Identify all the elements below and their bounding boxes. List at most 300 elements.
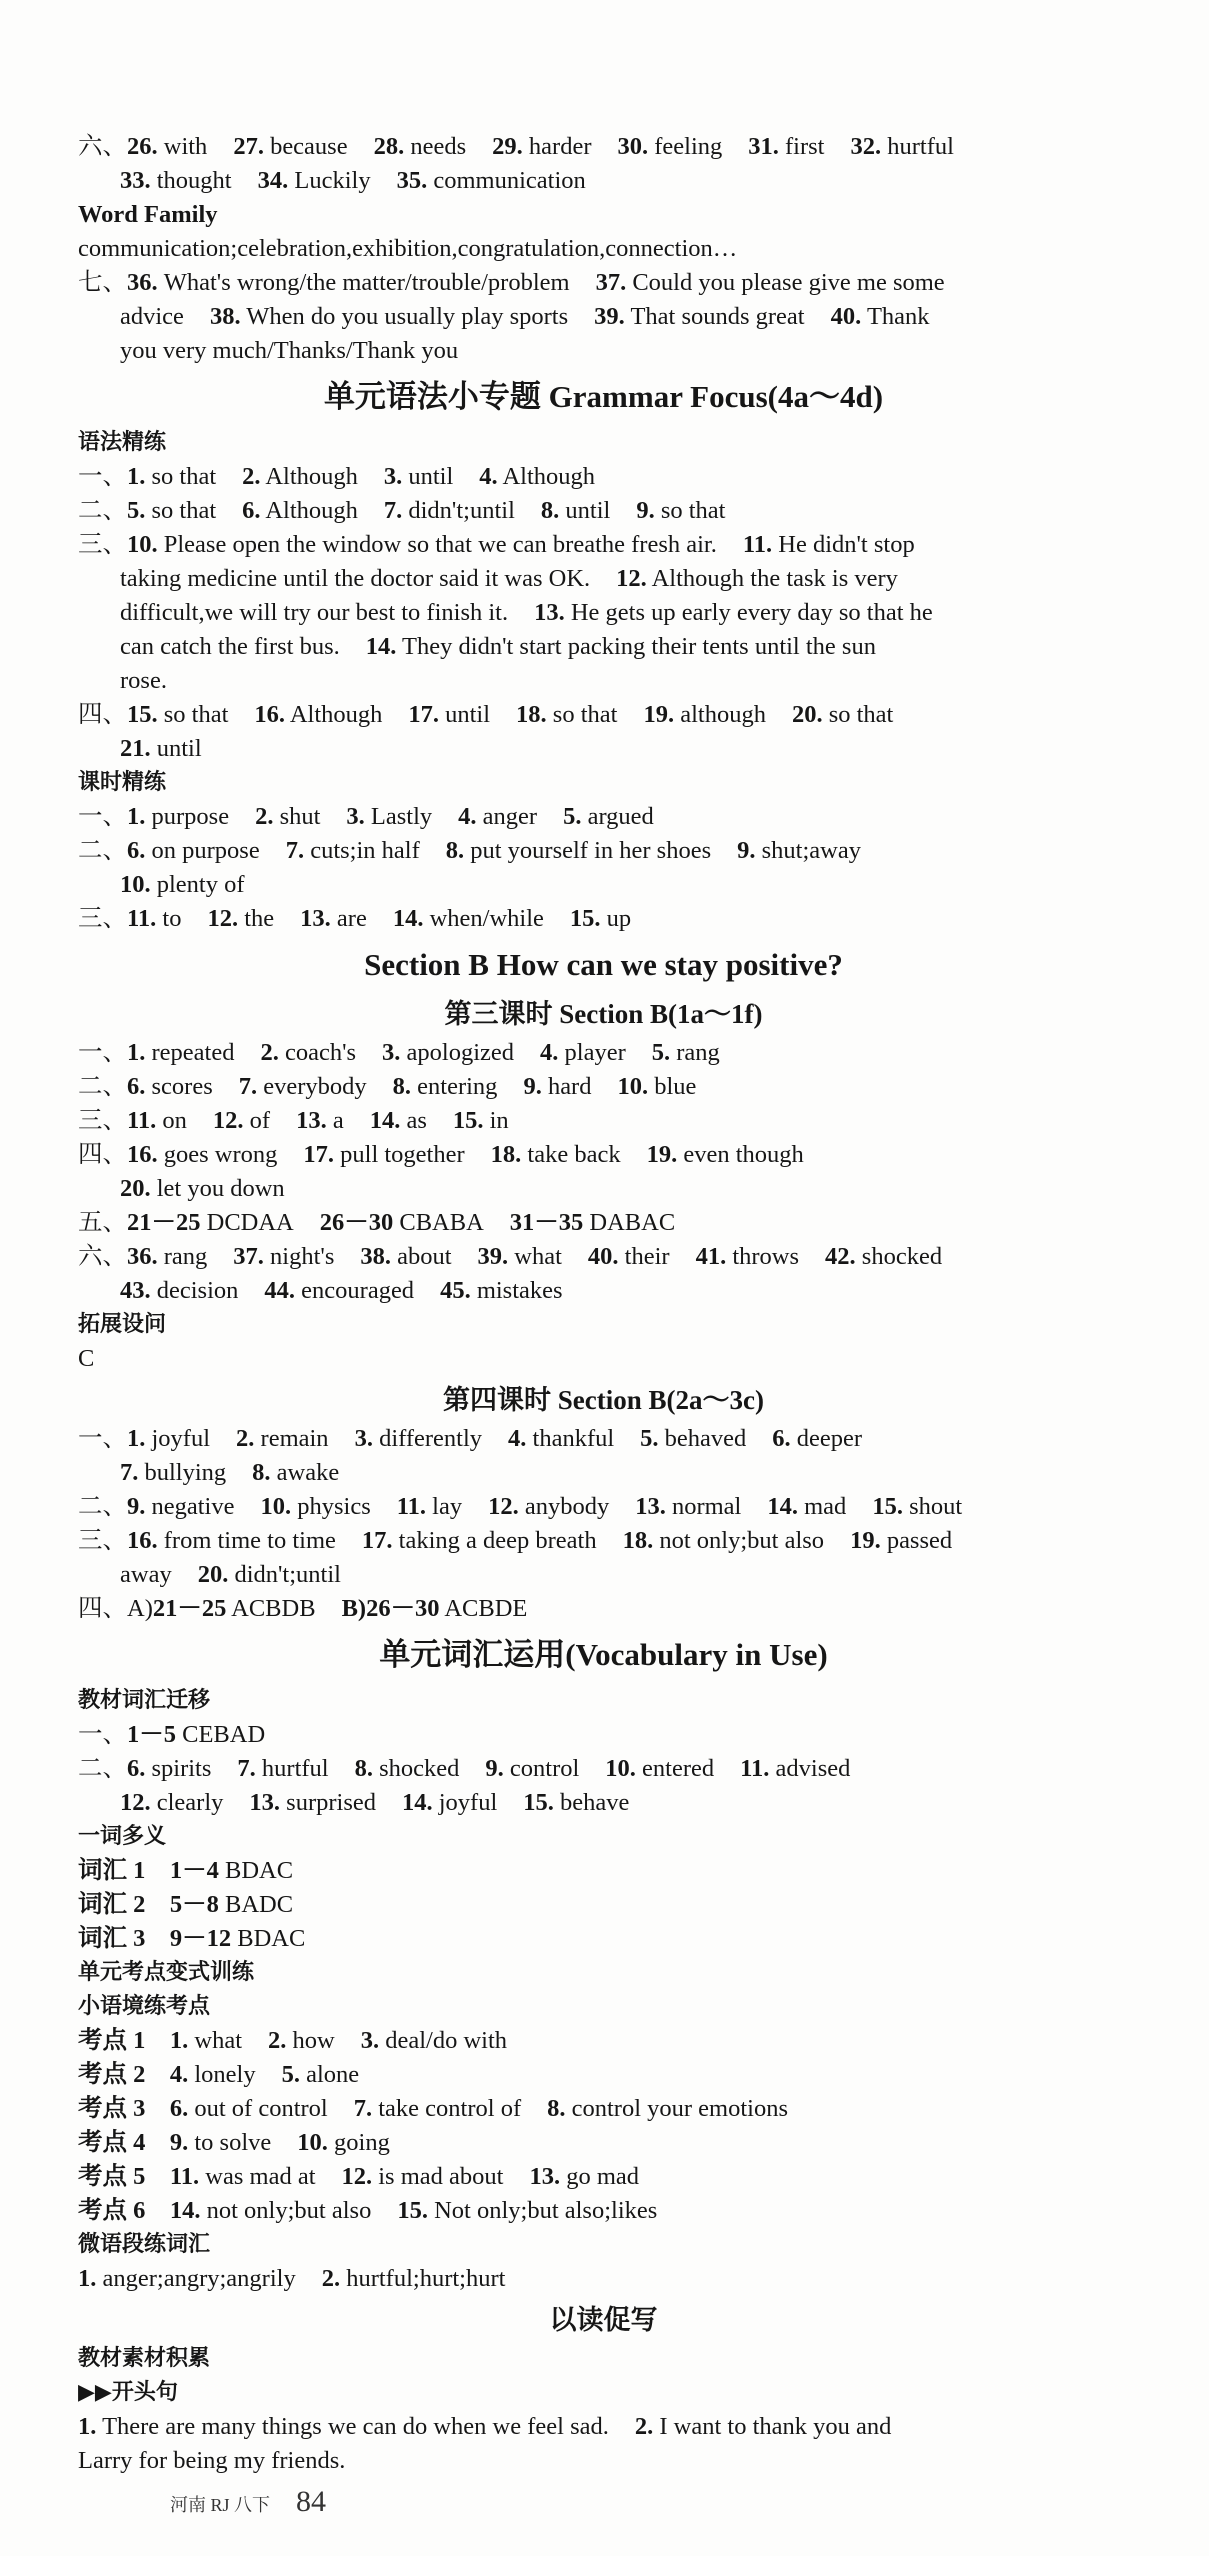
item-number: 1.	[169, 2027, 189, 2054]
item-number: 17.	[408, 701, 439, 728]
item-answer: ACBDB	[231, 1595, 316, 1622]
answer-line	[78, 266, 1129, 300]
answer-item	[370, 1107, 427, 1134]
answer-item	[207, 905, 274, 932]
item-answer: CBABA	[399, 1209, 484, 1236]
item-answer: hurtful;hurt;hurt	[346, 2265, 506, 2292]
answer-item	[198, 1561, 341, 1588]
answer-item	[127, 905, 181, 932]
item-number: 3.	[346, 803, 365, 830]
question-group-label: 七、	[78, 269, 127, 296]
answer-item	[740, 1755, 850, 1782]
item-number: 14.	[392, 905, 424, 932]
item-answer: BDAC	[225, 1857, 294, 1884]
item-number: 38.	[209, 303, 241, 330]
item-number: 36.	[127, 269, 158, 296]
item-answer: BADC	[225, 1891, 294, 1918]
item-answer: put yourself in her shoes	[470, 837, 712, 864]
item-answer: differently	[379, 1425, 483, 1452]
answer-line	[78, 1240, 1129, 1274]
answer-content	[78, 130, 1129, 2478]
item-answer: thankful	[532, 1425, 615, 1452]
item-number: 14.	[169, 2197, 201, 2224]
answer-line	[78, 630, 1129, 664]
answer-item	[355, 1425, 482, 1452]
item-answer: player	[564, 1039, 626, 1066]
answer-line	[78, 1922, 1129, 1956]
answer-line	[78, 800, 1129, 834]
item-number: 10.	[260, 1493, 292, 1520]
item-answer: Please open the window so that we can breathe fresh air.	[163, 531, 717, 558]
item-number: 27.	[233, 133, 264, 160]
item-answer: can catch the first bus.	[120, 633, 340, 660]
item-number: 39.	[477, 1243, 509, 1270]
answer-item	[397, 2197, 657, 2224]
answer-item	[696, 1243, 799, 1270]
item-number: 19.	[643, 701, 675, 728]
question-group-label: 四、A)	[78, 1595, 153, 1622]
item-number: 11.	[742, 531, 773, 558]
question-group-label: 二、	[78, 837, 127, 864]
answer-item	[605, 1755, 714, 1782]
answer-item	[458, 803, 537, 830]
answer-item	[252, 1459, 339, 1486]
answer-item	[120, 1789, 223, 1816]
item-answer: anybody	[524, 1493, 610, 1520]
answer-item	[640, 1425, 746, 1452]
item-answer: not only;but also	[659, 1527, 825, 1554]
item-number: 36.	[127, 1243, 158, 1270]
answer-item	[635, 2413, 892, 2440]
item-number: 37.	[595, 269, 627, 296]
answer-item	[255, 803, 320, 830]
answer-item	[127, 497, 216, 524]
text-line: communication;celebration,exhibition,congratulation,connection…	[78, 235, 738, 262]
item-answer: until	[565, 497, 611, 524]
answer-item	[120, 633, 340, 660]
answer-item	[382, 1039, 514, 1066]
answer-item	[170, 2163, 316, 2190]
item-number: 13.	[534, 599, 565, 626]
item-number: 20.	[120, 1175, 151, 1202]
item-number: 9.	[127, 1493, 146, 1520]
item-number: 6.	[127, 1755, 146, 1782]
question-group-label: 五、	[78, 1209, 127, 1236]
answer-line	[78, 1456, 1129, 1490]
item-answer: because	[270, 133, 348, 160]
lesson-heading: 第四课时 Section B(2a～3c)	[443, 1385, 764, 1415]
answer-line	[78, 1854, 1129, 1888]
item-answer: about	[397, 1243, 452, 1270]
question-group-label: 一、	[78, 463, 127, 490]
item-answer: entered	[642, 1755, 715, 1782]
item-answer: Not only;but also;likes	[434, 2197, 658, 2224]
item-number: 9－12	[169, 1925, 232, 1952]
item-number: 7.	[383, 497, 403, 524]
item-answer: I want to thank you and	[659, 2413, 892, 2440]
item-answer: shut	[279, 803, 321, 830]
answer-item	[748, 133, 824, 160]
item-answer: so that	[163, 701, 229, 728]
answer-item	[616, 565, 898, 592]
answer-line	[78, 1274, 1129, 1308]
item-number: B)26－30	[341, 1595, 440, 1622]
item-answer: mistakes	[476, 1277, 563, 1304]
question-group-label: 三、	[78, 1527, 127, 1554]
question-group-label: 二、	[78, 1493, 127, 1520]
item-number: 12.	[341, 2163, 373, 2190]
answer-item	[446, 837, 711, 864]
answer-item	[563, 803, 654, 830]
item-answer: Luckily	[294, 167, 371, 194]
item-answer: so that	[552, 701, 618, 728]
item-number: 17.	[303, 1141, 335, 1168]
item-answer: advised	[775, 1755, 851, 1782]
item-number: 10.	[617, 1073, 649, 1100]
item-number: 1－4	[169, 1857, 219, 1884]
text-line: C	[78, 1345, 95, 1372]
answer-item	[78, 2413, 609, 2440]
answer-item	[594, 303, 805, 330]
answer-item	[120, 167, 232, 194]
item-number: 37.	[233, 1243, 264, 1270]
item-number: 7.	[238, 1073, 258, 1100]
item-answer: hard	[547, 1073, 592, 1100]
item-answer: Although	[265, 497, 358, 524]
item-number: 7.	[120, 1459, 139, 1486]
item-number: 2.	[268, 2027, 287, 2054]
item-answer: Although	[289, 701, 383, 728]
item-answer: to	[162, 905, 182, 932]
answer-item	[479, 463, 595, 490]
answer-line	[78, 664, 1129, 698]
answer-line	[78, 1592, 1129, 1626]
item-number: 8.	[547, 2095, 566, 2122]
item-answer: are	[336, 905, 367, 932]
item-answer: control	[509, 1755, 580, 1782]
item-number: 6.	[169, 2095, 189, 2122]
item-number: 15.	[127, 701, 158, 728]
answer-item	[362, 1527, 597, 1554]
item-number: 14.	[365, 633, 397, 660]
item-number: 16.	[254, 701, 286, 728]
item-answer: rose.	[120, 667, 167, 694]
point-label: 考点 2	[78, 2061, 146, 2088]
item-number: 26－30	[319, 1209, 394, 1236]
answer-item	[623, 1527, 824, 1554]
answer-item	[850, 1527, 952, 1554]
answer-item	[127, 269, 570, 296]
item-number: 14.	[767, 1493, 798, 1520]
answer-item	[127, 837, 260, 864]
item-answer: coach's	[284, 1039, 357, 1066]
item-answer: Lastly	[370, 803, 433, 830]
answer-item	[120, 1277, 238, 1304]
item-number: 7.	[237, 1755, 256, 1782]
item-number: 15.	[523, 1789, 554, 1816]
item-number: 2.	[321, 2265, 341, 2292]
item-number: 2.	[255, 803, 274, 830]
answer-item	[792, 701, 893, 728]
item-number: 1.	[78, 2413, 97, 2440]
sub-heading: Word Family	[78, 201, 218, 228]
item-number: 31.	[748, 133, 779, 160]
answer-item	[453, 1107, 509, 1134]
answer-item	[127, 463, 216, 490]
answer-line	[78, 2410, 1129, 2444]
answer-item	[635, 1493, 741, 1520]
answer-item	[322, 2265, 506, 2292]
item-answer: awake	[276, 1459, 340, 1486]
item-number: 11.	[169, 2163, 200, 2190]
item-answer: so that	[151, 497, 217, 524]
question-group-label: 一、	[78, 803, 127, 830]
item-answer: away	[120, 1561, 172, 1588]
answer-item	[346, 803, 432, 830]
answer-item	[264, 1277, 414, 1304]
item-answer: surprised	[286, 1789, 376, 1816]
item-number: 30.	[617, 133, 649, 160]
item-number: 26.	[127, 133, 158, 160]
item-answer: night's	[270, 1243, 335, 1270]
item-number: 10.	[120, 871, 151, 898]
answer-line	[78, 164, 1129, 198]
item-number: 2.	[634, 2413, 654, 2440]
answer-item	[127, 133, 207, 160]
item-answer: to solve	[194, 2129, 272, 2156]
question-group-label: 六、	[78, 1243, 127, 1270]
item-answer: physics	[297, 1493, 371, 1520]
item-number: 8.	[252, 1459, 271, 1486]
item-number: 6.	[242, 497, 261, 524]
answer-item	[170, 1857, 293, 1884]
item-answer: negative	[151, 1493, 235, 1520]
answer-item	[78, 2265, 296, 2292]
item-number: 45.	[440, 1277, 471, 1304]
item-number: 5.	[281, 2061, 300, 2088]
item-number: 5.	[651, 1039, 671, 1066]
item-answer: a	[332, 1107, 344, 1134]
answer-item	[237, 1755, 328, 1782]
question-group-label: 三、	[78, 1107, 127, 1134]
item-number: 11.	[127, 1107, 157, 1134]
item-answer: He didn't stop	[778, 531, 915, 558]
item-number: 2.	[242, 463, 261, 490]
answer-line	[78, 698, 1129, 732]
item-answer: you very much/Thanks/Thank you	[120, 337, 459, 364]
answer-line	[78, 1172, 1129, 1206]
point-label: 考点 6	[78, 2197, 146, 2224]
item-number: 3.	[360, 2027, 380, 2054]
item-number: 19.	[646, 1141, 678, 1168]
answer-item	[541, 497, 610, 524]
answer-line	[78, 1888, 1129, 1922]
item-answer: DABAC	[589, 1209, 676, 1236]
item-number: 3.	[383, 463, 403, 490]
answer-item	[127, 701, 228, 728]
item-answer: bullying	[144, 1459, 227, 1486]
item-answer: in	[489, 1107, 509, 1134]
footer-label: 河南 RJ 八下	[170, 2495, 271, 2515]
item-answer: thought	[156, 167, 232, 194]
answer-line	[78, 596, 1129, 630]
question-group-label: 四、	[78, 1141, 127, 1168]
item-number: 3.	[382, 1039, 401, 1066]
item-number: 12.	[488, 1493, 519, 1520]
answer-item	[831, 303, 930, 330]
answer-item	[120, 1459, 226, 1486]
item-number: 13.	[249, 1789, 281, 1816]
answer-item	[170, 2027, 242, 2054]
item-number: 15.	[569, 905, 601, 932]
item-answer: goes wrong	[163, 1141, 278, 1168]
answer-item	[540, 1039, 626, 1066]
answer-item	[850, 133, 953, 160]
answer-item	[393, 905, 544, 932]
item-number: 15.	[397, 2197, 428, 2224]
answer-item	[516, 701, 617, 728]
item-answer: rang	[676, 1039, 720, 1066]
item-answer: needs	[410, 133, 467, 160]
sub-heading: ▶▶开头句	[78, 2380, 178, 2405]
answer-item	[652, 1039, 720, 1066]
item-number: 12.	[212, 1107, 244, 1134]
answer-item	[170, 2061, 256, 2088]
item-number: 41.	[695, 1243, 727, 1270]
item-number: 4.	[508, 1425, 527, 1452]
item-answer: how	[292, 2027, 335, 2054]
item-answer: Although	[265, 463, 358, 490]
item-number: 10.	[297, 2129, 328, 2156]
item-answer: Although	[502, 463, 596, 490]
item-answer: up	[606, 905, 632, 932]
item-number: 6.	[127, 1073, 146, 1100]
answer-line	[78, 834, 1129, 868]
item-number: 5－8	[169, 1891, 219, 1918]
item-answer: hurtful	[887, 133, 954, 160]
item-answer: didn't;until	[234, 1561, 341, 1588]
answer-item	[258, 167, 371, 194]
item-number: 4.	[479, 463, 498, 490]
answer-item	[397, 1493, 462, 1520]
answer-item	[767, 1493, 846, 1520]
item-answer: when/while	[429, 905, 544, 932]
answer-item	[397, 167, 586, 194]
answer-line	[78, 868, 1129, 902]
answer-item	[261, 1493, 371, 1520]
item-answer: is mad about	[378, 2163, 504, 2190]
answer-item	[320, 1209, 484, 1236]
item-number: 12.	[207, 905, 239, 932]
item-number: 1－5	[127, 1721, 176, 1748]
item-number: 19.	[850, 1527, 881, 1554]
item-answer: what	[514, 1243, 562, 1270]
answer-line	[78, 1422, 1129, 1456]
answer-line	[78, 2024, 1129, 2058]
item-answer: repeated	[151, 1039, 235, 1066]
sub-heading: 单元考点变式训练	[78, 1960, 255, 1985]
question-group-label: 一、	[78, 1425, 127, 1452]
item-number: 35.	[396, 167, 428, 194]
item-number: 10.	[127, 531, 158, 558]
item-answer: taking medicine until the doctor said it was OK.	[120, 565, 591, 592]
answer-item	[408, 701, 490, 728]
answer-item	[402, 1789, 497, 1816]
answer-item	[233, 133, 347, 160]
answer-item	[210, 303, 568, 330]
answer-item	[529, 2163, 639, 2190]
item-number: 33.	[120, 167, 151, 194]
question-group-label: 二、	[78, 1755, 127, 1782]
item-answer: CEBAD	[182, 1721, 266, 1748]
item-number: 11.	[740, 1755, 770, 1782]
answer-line	[78, 1104, 1129, 1138]
item-number: 13.	[300, 905, 331, 932]
item-number: 43.	[120, 1277, 151, 1304]
answer-item	[120, 1561, 172, 1588]
item-answer: lay	[432, 1493, 463, 1520]
item-number: 38.	[360, 1243, 391, 1270]
item-answer: deeper	[796, 1425, 863, 1452]
item-number: 21.	[120, 735, 151, 762]
item-answer: advice	[120, 303, 184, 330]
item-number: 4.	[458, 803, 477, 830]
item-number: 6.	[127, 837, 146, 864]
item-answer: mad	[804, 1493, 847, 1520]
answer-item	[647, 1141, 804, 1168]
answer-line	[78, 2092, 1129, 2126]
item-number: 29.	[492, 133, 523, 160]
answer-item	[492, 133, 591, 160]
item-number: 40.	[830, 303, 862, 330]
answer-item	[213, 1107, 270, 1134]
sub-heading: 教材词汇迁移	[78, 1688, 211, 1713]
item-number: 1.	[127, 803, 146, 830]
item-answer: harder	[528, 133, 592, 160]
answer-line	[78, 2194, 1129, 2228]
answer-line	[78, 2262, 1129, 2296]
answer-item	[491, 1141, 621, 1168]
point-label: 考点 4	[78, 2129, 146, 2156]
item-number: 9.	[636, 497, 655, 524]
item-answer: behaved	[664, 1425, 747, 1452]
item-answer: out of control	[194, 2095, 328, 2122]
answer-line	[78, 562, 1129, 596]
item-answer: When do you usually play sports	[246, 303, 569, 330]
question-group-label: 三、	[78, 905, 127, 932]
answer-line	[78, 2160, 1129, 2194]
sub-heading: 语法精练	[78, 430, 167, 455]
answer-item	[120, 599, 508, 626]
item-answer: shocked	[861, 1243, 943, 1270]
item-number: 14.	[369, 1107, 401, 1134]
answer-item	[127, 1721, 265, 1748]
item-number: 8.	[445, 837, 465, 864]
question-group-label: 一、	[78, 1039, 127, 1066]
answer-item	[170, 1891, 293, 1918]
answer-item	[617, 133, 722, 160]
question-group-label: 四、	[78, 701, 127, 728]
item-answer: clearly	[156, 1789, 224, 1816]
item-answer: Although the task is very	[651, 565, 898, 592]
item-number: 18.	[516, 701, 547, 728]
item-answer: going	[334, 2129, 390, 2156]
answer-item	[523, 1073, 591, 1100]
item-answer: apologized	[406, 1039, 515, 1066]
answer-line	[78, 1524, 1129, 1558]
item-answer: of	[249, 1107, 271, 1134]
section-heading: 单元词汇运用(Vocabulary in Use)	[379, 1637, 828, 1672]
